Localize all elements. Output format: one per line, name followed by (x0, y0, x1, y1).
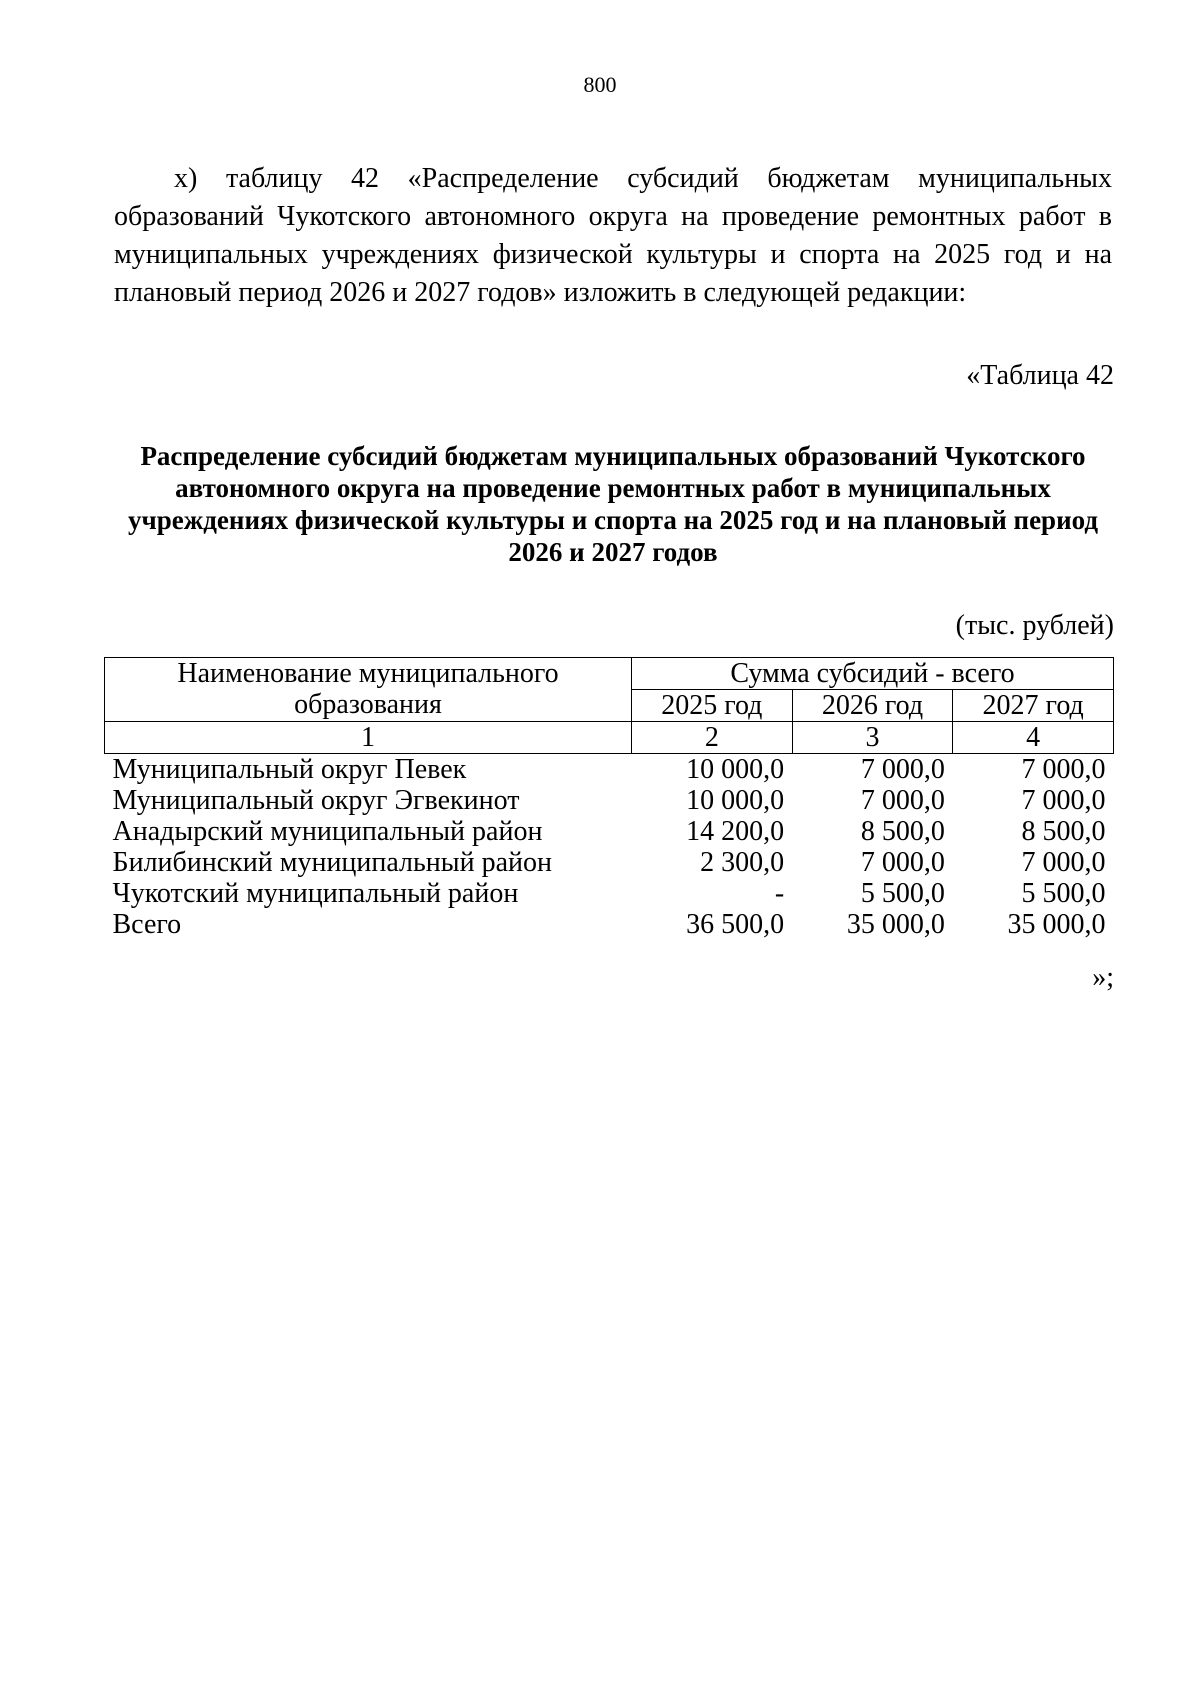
distribution-table (104, 657, 1114, 940)
row-value-2027: 7 000,0 (1021, 785, 1106, 816)
row-value-2025: 10 000,0 (686, 754, 785, 785)
row-value-2027: 7 000,0 (1021, 847, 1106, 878)
header-sum: Сумма субсидий - всего (632, 658, 1114, 690)
row-value-2027: 8 500,0 (1021, 816, 1106, 847)
table-caption: «Таблица 42 (966, 360, 1114, 391)
colnum-1: 1 (105, 722, 632, 754)
table-title: Распределение субсидий бюджетам муниципальных образований Чукотского автономного округа на проведение ремонтных работ в муниципальных учреждениях физической культуры и спорта на 2025 год и на плановый период 2026 и 2027 годов (127, 441, 1099, 567)
table-total-row (105, 909, 1114, 940)
colnum-2: 2 (632, 722, 793, 754)
total-label: Всего (112, 909, 182, 940)
row-value-2026: 5 500,0 (860, 878, 945, 909)
table-header-row (105, 658, 1114, 690)
units-label: (тыс. рублей) (955, 610, 1114, 641)
table-row (105, 816, 1114, 847)
intro-paragraph: х) таблицу 42 «Распределение субсидий бюджетам муниципальных образований Чукотского автономного округа на проведение ремонтных работ в муниципальных учреждениях физической культуры и спорта на 2025 год и на плановый период 2026 и 2027 годов» изложить в следующей редакции: (114, 163, 1112, 308)
colnum-4: 4 (953, 722, 1114, 754)
total-value-2025: 36 500,0 (686, 909, 785, 940)
row-value-2027: 7 000,0 (1021, 754, 1106, 785)
row-value-2026: 7 000,0 (860, 847, 945, 878)
row-name: Муниципальный округ Эгвекинот (112, 785, 520, 816)
row-name: Муниципальный округ Певек (112, 754, 467, 785)
header-year-2025: 2025 год (632, 690, 793, 722)
row-value-2025: - (774, 878, 785, 909)
row-value-2026: 7 000,0 (860, 754, 945, 785)
row-name: Билибинский муниципальный район (112, 847, 552, 878)
row-value-2025: 2 300,0 (700, 847, 785, 878)
row-name: Анадырский муниципальный район (112, 816, 543, 847)
table-row (105, 785, 1114, 816)
table-row (105, 847, 1114, 878)
row-value-2025: 14 200,0 (686, 816, 785, 847)
total-value-2026: 35 000,0 (846, 909, 945, 940)
page-number: 800 (583, 72, 617, 97)
total-value-2027: 35 000,0 (1007, 909, 1106, 940)
row-value-2027: 5 500,0 (1021, 878, 1106, 909)
row-value-2026: 7 000,0 (860, 785, 945, 816)
closing-quote: »; (1092, 962, 1114, 993)
header-year-2026: 2026 год (792, 690, 953, 722)
header-name: Наименование муниципального образования (105, 658, 632, 722)
colnum-3: 3 (792, 722, 953, 754)
header-year-2027: 2027 год (953, 690, 1114, 722)
row-name: Чукотский муниципальный район (112, 878, 519, 909)
table-colnum-row (105, 722, 1114, 754)
row-value-2026: 8 500,0 (860, 816, 945, 847)
row-value-2025: 10 000,0 (686, 785, 785, 816)
table-row (105, 754, 1114, 786)
table-row (105, 878, 1114, 909)
